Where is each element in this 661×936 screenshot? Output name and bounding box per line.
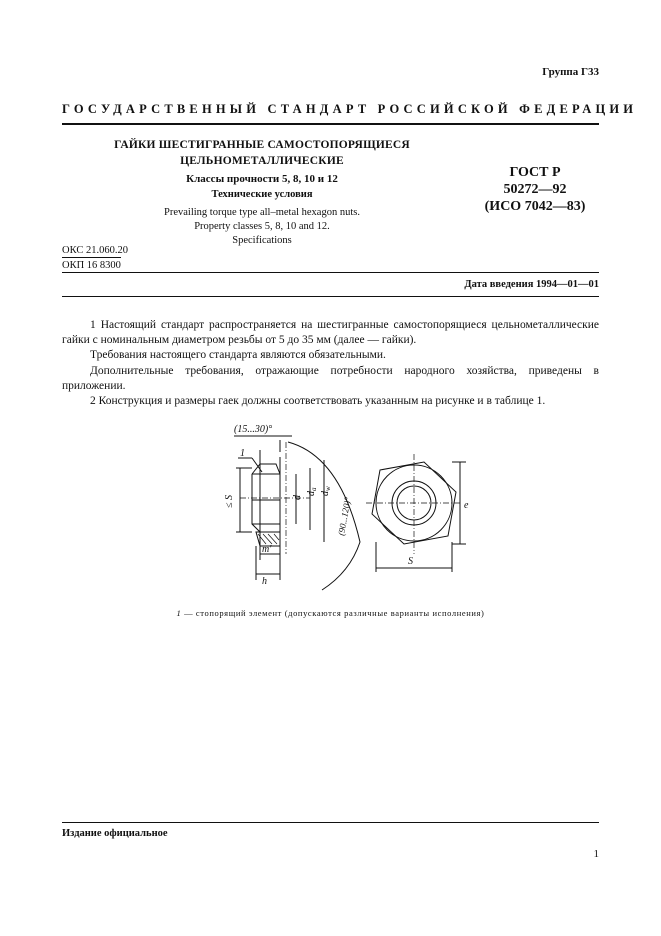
gost-line-1: ГОСТ Р xyxy=(509,165,561,180)
introduction-date: Дата введения 1994—01—01 xyxy=(464,279,599,290)
paragraph-4: 2 Конструкция и размеры гаек должны соответствовать указанным на рисунке и в таблице 1. xyxy=(90,395,546,408)
group-label: Группа Г33 xyxy=(542,66,599,78)
angle-side-label: (90...120)° xyxy=(336,496,353,537)
dw-label: $d_w$ xyxy=(320,486,332,496)
paragraph-1: 1 Настоящий стандарт распространяется на шестигранные самостопорящиеся цельнометаллические гайки с номинальным диаметром резьбы от 5 до 35 мм (далее — гайки). xyxy=(62,319,599,347)
header-rule xyxy=(62,123,599,125)
caption-text: — стопорящий элемент (допускаются различные варианты исполнения) xyxy=(181,608,485,618)
title-line-1: ГАЙКИ ШЕСТИГРАННЫЕ САМОСТОПОРЯЩИЕСЯ xyxy=(114,139,410,151)
h-label: h xyxy=(262,576,267,587)
caption-number: 1 xyxy=(176,608,182,618)
da-label: $d_a$ xyxy=(306,487,318,496)
footer-rule xyxy=(62,822,599,823)
classification-codes xyxy=(62,244,128,272)
m-prime-label: m' xyxy=(262,544,272,555)
gost-line-3: (ИСО 7042—83) xyxy=(484,199,586,214)
angle-top-label: (15...30)° xyxy=(234,424,273,435)
callout-label: 1 xyxy=(240,448,245,459)
english-title-1: Prevailing torque type all–metal hexagon nuts. xyxy=(164,207,360,218)
gost-designation xyxy=(460,164,610,215)
state-standard-header: ГОСУДАРСТВЕННЫЙ СТАНДАРТ РОССИЙСКОЙ ФЕДЕРАЦИИ xyxy=(62,102,638,116)
s-bottom-label: S xyxy=(408,556,413,567)
e-label: e xyxy=(464,500,469,511)
date-rule xyxy=(62,296,599,297)
top-view xyxy=(366,454,466,572)
edition-label: Издание официальное xyxy=(62,828,168,839)
technical-conditions: Технические условия xyxy=(211,189,313,200)
s-dim-label: ≤ S xyxy=(224,495,235,508)
drawing-labels xyxy=(224,424,469,587)
body-text xyxy=(62,318,599,409)
english-title-3: Specifications xyxy=(232,235,292,246)
strength-classes: Классы прочности 5, 8, 10 и 12 xyxy=(186,173,338,185)
page-number: 1 xyxy=(593,848,599,860)
english-title-2: Property classes 5, 8, 10 and 12. xyxy=(194,221,330,232)
figure-caption xyxy=(62,608,599,618)
gost-line-2: 50272—92 xyxy=(503,182,567,197)
paragraph-3: Дополнительные требования, отражающие потребности народного хозяйства, приведены в приложении. xyxy=(62,364,599,392)
codes-rule xyxy=(62,272,599,273)
paragraph-2: Требования настоящего стандарта являются обязательными. xyxy=(90,349,386,362)
nut-drawing xyxy=(200,412,480,597)
okp-code: ОКП 16 8300 xyxy=(62,257,121,272)
title-line-2: ЦЕЛЬНОМЕТАЛЛИЧЕСКИЕ xyxy=(180,155,344,167)
oks-code: ОКС 21.060.20 xyxy=(62,245,128,256)
d-label: d xyxy=(292,495,303,500)
title-block xyxy=(112,137,412,248)
